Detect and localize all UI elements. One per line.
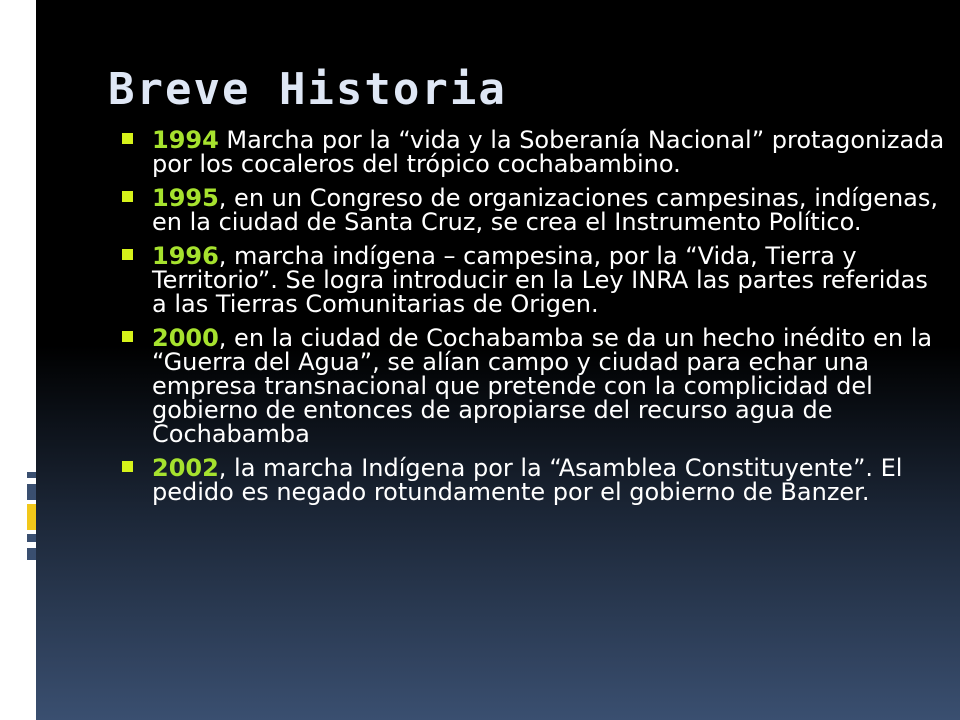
history-list: [116, 128, 946, 514]
history-year: 2002: [152, 454, 219, 482]
history-year: 1994: [152, 126, 219, 154]
history-item-2002: [116, 456, 946, 504]
slide-left-margin: [0, 0, 36, 720]
square-bullet-icon: [122, 191, 133, 202]
history-year: 1995: [152, 184, 219, 212]
decorative-bar: [27, 484, 36, 500]
history-text: , en un Congreso de organizaciones campesinas, indígenas, en la ciudad de Santa Cruz, se crea el Instrumento Político.: [152, 184, 939, 236]
history-text: , marcha indígena – campesina, por la “Vida, Tierra y Territorio”. Se logra introducir en la Ley INRA las partes referidas a las Tierras Comunitarias de Origen.: [152, 242, 928, 318]
square-bullet-icon: [122, 461, 133, 472]
decorative-bar: [27, 504, 36, 530]
decorative-bar: [27, 534, 36, 542]
history-item-1996: [116, 244, 946, 316]
square-bullet-icon: [122, 133, 133, 144]
history-item-1994: [116, 128, 946, 176]
square-bullet-icon: [122, 331, 133, 342]
history-text: Marcha por la “vida y la Soberanía Nacional” protagonizada por los cocaleros del trópico cochabambino.: [152, 126, 945, 178]
history-text: , en la ciudad de Cochabamba se da un hecho inédito en la “Guerra del Agua”, se alían campo y ciudad para echar una empresa transnacional que pretende con la complicidad del gobierno de entonces de apropiarse del recurso agua de Cochabamba: [152, 324, 933, 448]
history-year: 2000: [152, 324, 219, 352]
decorative-bar: [27, 472, 36, 478]
slide-title: Breve Historia: [108, 64, 507, 115]
history-item-1995: [116, 186, 946, 234]
decorative-bar: [27, 548, 36, 560]
slide: [36, 0, 960, 720]
square-bullet-icon: [122, 249, 133, 260]
history-text: , la marcha Indígena por la “Asamblea Constituyente”. El pedido es negado rotundamente por el gobierno de Banzer.: [152, 454, 903, 506]
history-year: 1996: [152, 242, 219, 270]
history-item-2000: [116, 326, 946, 446]
